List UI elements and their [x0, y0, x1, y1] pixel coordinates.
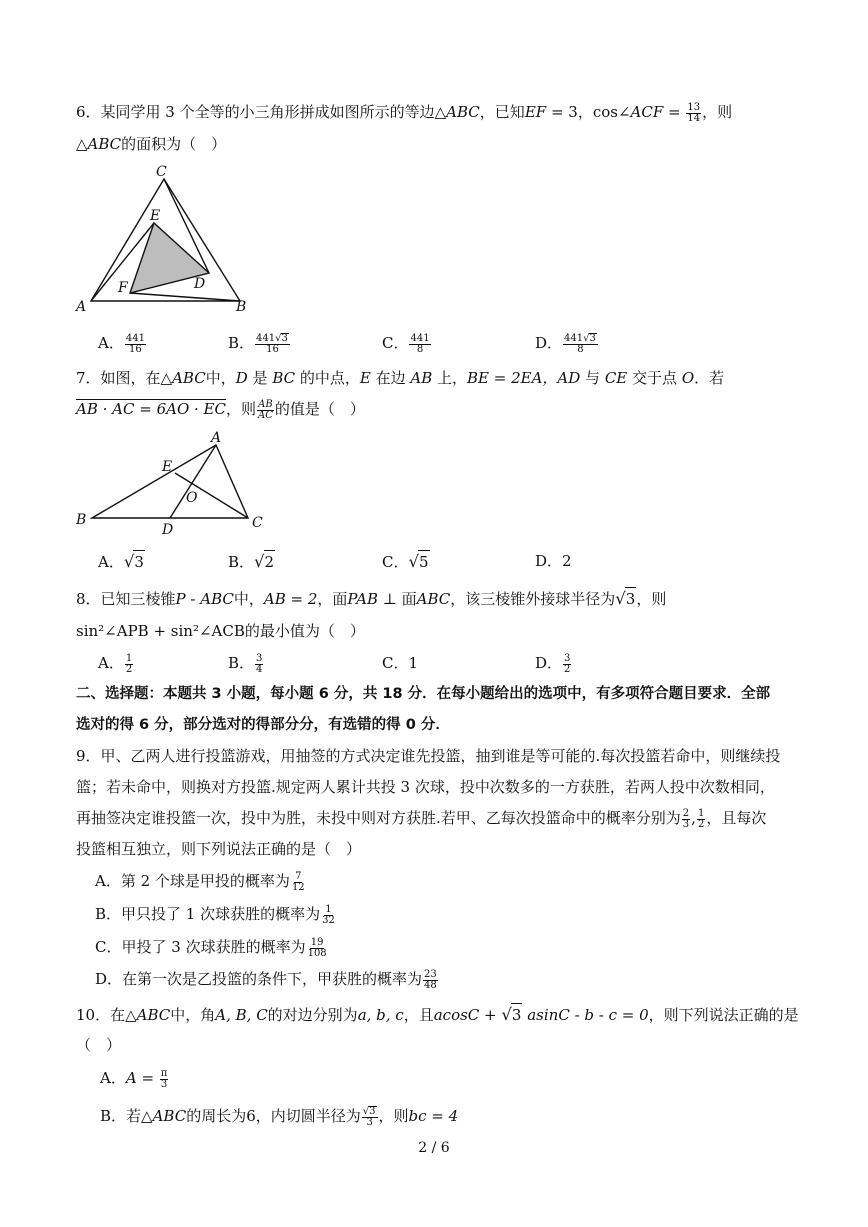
q6-label-E: E	[150, 208, 161, 224]
q6-line2: △ABC的面积为（ ）	[76, 135, 227, 153]
q6-label-C: C	[156, 164, 167, 180]
q10-line2: （ ）	[76, 1036, 122, 1054]
q6-triangle-figure	[70, 160, 260, 320]
q8-option-d[interactable]: D． $\frac{3}{2}$	[535, 652, 571, 675]
q7-label-A: A	[211, 430, 222, 446]
q9-option-a[interactable]: A．第 2 个球是甲投的概率为 $\frac{7}{12}$	[95, 870, 305, 893]
q8-line2: sin²∠APB + sin²∠ACB的最小值为（ ）	[76, 622, 365, 640]
q8-line1: 8．已知三棱锥P - ABC中，AB = 2，面PAB ⊥ 面ABC，该三棱锥外接球半径为√3，则	[76, 589, 667, 608]
q6-label-A: A	[76, 299, 87, 315]
q7-line1: 7．如图，在△ABC中，D 是 BC 的中点，E 在边 AB 上，BE = 2EA，AD 与 CE 交于点 O．若	[76, 369, 725, 387]
q9-line4: 投篮相互独立，则下列说法正确的是（ ）	[76, 840, 362, 858]
q7-option-a[interactable]: A．√3	[98, 552, 144, 571]
q8-option-a[interactable]: A． $\frac{1}{2}$	[98, 652, 133, 675]
q7-label-E: E	[162, 459, 173, 475]
q7-label-D: D	[162, 522, 174, 538]
q8-option-c[interactable]: C．1	[382, 654, 419, 672]
q7-label-B: B	[76, 512, 87, 528]
q7-option-b[interactable]: B．√2	[228, 552, 275, 571]
q6-option-c[interactable]: C． $\frac{441}{8}$	[382, 332, 430, 355]
q9-line1: 9．甲、乙两人进行投篮游戏，用抽签的方式决定谁先投篮，抽到谁是等可能的.每次投篮若命中，则继续投	[76, 747, 781, 765]
q7-outer-triangle	[92, 445, 248, 518]
q6-label-F: F	[118, 280, 128, 296]
q10-line1: 10．在△ABC中，角A, B, C的对边分别为a, b, c，且acosC + √3 asinC - b - c = 0，则下列说法正确的是	[76, 1005, 799, 1024]
q7-option-c[interactable]: C．√5	[382, 552, 429, 571]
q6-line-BF	[130, 293, 240, 301]
q7-triangle-figure	[70, 430, 280, 540]
q10-option-a[interactable]: A．A = $\frac{\pi}{3}$	[100, 1067, 168, 1090]
q9-option-d[interactable]: D．在第一次是乙投篮的条件下，甲获胜的概率为 $\frac{23}{48}$	[95, 968, 437, 991]
q7-line-AD	[170, 445, 216, 518]
page-number: 2 / 6	[418, 1140, 450, 1156]
q6-cos-fraction: $\frac{13}{14}$	[687, 101, 701, 124]
q7-label-C: C	[252, 515, 263, 531]
q9-line3: 再抽签决定谁投篮一次，投中为胜，未投中则对方获胜.若甲、乙每次投篮命中的概率分别为 $\frac{2}{3}$ , $\frac{1}{2}$ ，且每次	[76, 807, 767, 830]
q6-option-b[interactable]: B． $\frac{441√3}{16}$	[228, 333, 288, 355]
q7-vector-equation: AB · AC = 6AO · EC	[76, 400, 226, 418]
q6-label-B: B	[236, 299, 247, 315]
section2-heading-line2: 选对的得 6 分，部分选对的得部分分，有选错的得 0 分．	[76, 717, 450, 733]
q10-option-b[interactable]: B．若△ABC的周长为6，内切圆半径为 $\frac{√3}{3}$ ，则bc = 4	[100, 1106, 459, 1128]
q8-option-b[interactable]: B． $\frac{3}{4}$	[228, 652, 263, 675]
q7-option-d[interactable]: D．2	[535, 552, 572, 570]
q7-label-O: O	[186, 490, 198, 506]
q9-line2: 篮；若未命中，则换对方投篮.规定两人累计共投 3 次球，投中次数多的一方获胜，若两人投中次数相同，	[76, 778, 775, 796]
q7-line2: AB · AC = 6AO · EC，则 $\frac{AB}{AC}$ 的值是（ ）	[76, 398, 365, 421]
q6-option-a[interactable]: A． $\frac{441}{16}$	[98, 332, 145, 355]
section2-heading-line1: 二、选择题：本题共 3 小题，每小题 6 分，共 18 分．在每小题给出的选项中，有多项符合题目要求．全部	[76, 686, 771, 702]
q9-option-c[interactable]: C．甲投了 3 次球获胜的概率为 $\frac{19}{108}$	[95, 936, 327, 959]
q6-option-d[interactable]: D． $\frac{441√3}{8}$	[535, 333, 596, 355]
q9-option-b[interactable]: B．甲只投了 1 次球获胜的概率为 $\frac{1}{32}$	[95, 903, 335, 926]
q6-line1: 6．某同学用 3 个全等的小三角形拼成如图所示的等边△ABC，已知EF = 3，cos∠ACF = $\frac{13}{14}$ ，则	[76, 101, 733, 124]
q6-label-D: D	[194, 276, 206, 292]
q7-ratio-fraction: $\frac{AB}{AC}$	[258, 398, 273, 421]
